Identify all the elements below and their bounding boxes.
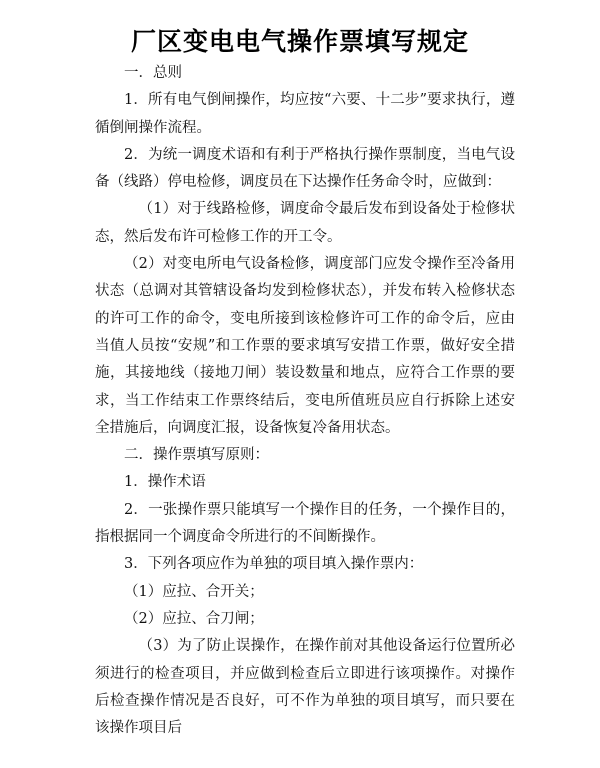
section-heading: 一．总则 — [124, 65, 182, 81]
paragraph: （2）对变电所电气设备检修，调度部门应发令操作至冷备用状态（总调对其管辖设备均发到检修状态），并发布转入检修状态的许可工作的命令，变电所接到该检修许可工作的命令后，应由当值人员按“安规”和工作票的要求填写安措工作票，做好安全措施，其接地线（接地刀闸）装设数量和地点，应符合工作票的要求，当工作结束工作票终结后，变电所值班员应自行拆除上述安全措施后，向调度汇报，设备恢复冷备用状态。 — [95, 256, 515, 436]
list-item: （2）应拉、合刀闸； — [124, 610, 264, 627]
paragraph: 2．为统一调度术语和有利于严格执行操作票制度，当电气设备（线路）停电检修，调度员在下达操作任务命令时，应做到： — [95, 146, 515, 191]
document-body — [95, 60, 515, 742]
paragraph: 2．一张操作票只能填写一个操作目的任务，一个操作目的，指根据同一个调度命令所进行的不间断操作。 — [95, 501, 515, 546]
paragraph: 3．下列各项应作为单独的项目填入操作票内： — [124, 556, 424, 573]
document-title: 厂区变电电气操作票填写规定 — [130, 27, 469, 56]
paragraph: （1）对于线路检修，调度命令最后发布到设备处于检修状态，然后发布许可检修工作的开工令。 — [95, 201, 515, 245]
list-item: （1）应拉、合开关； — [124, 583, 264, 600]
section-heading: 二．操作票填写原则： — [124, 447, 269, 464]
paragraph: 1．所有电气倒闸操作，均应按“六要、十二步”要求执行，遵循倒闸操作流程。 — [95, 92, 515, 136]
paragraph: （3）为了防止误操作，在操作前对其他设备运行位置所必须进行的检查项目，并应做到检查后立即进行该项操作。对操作后检查操作情况是否良好，可不作为单独的项目填写，而只要在该操作项目后 — [95, 638, 515, 737]
paragraph: 1．操作术语 — [124, 474, 206, 491]
